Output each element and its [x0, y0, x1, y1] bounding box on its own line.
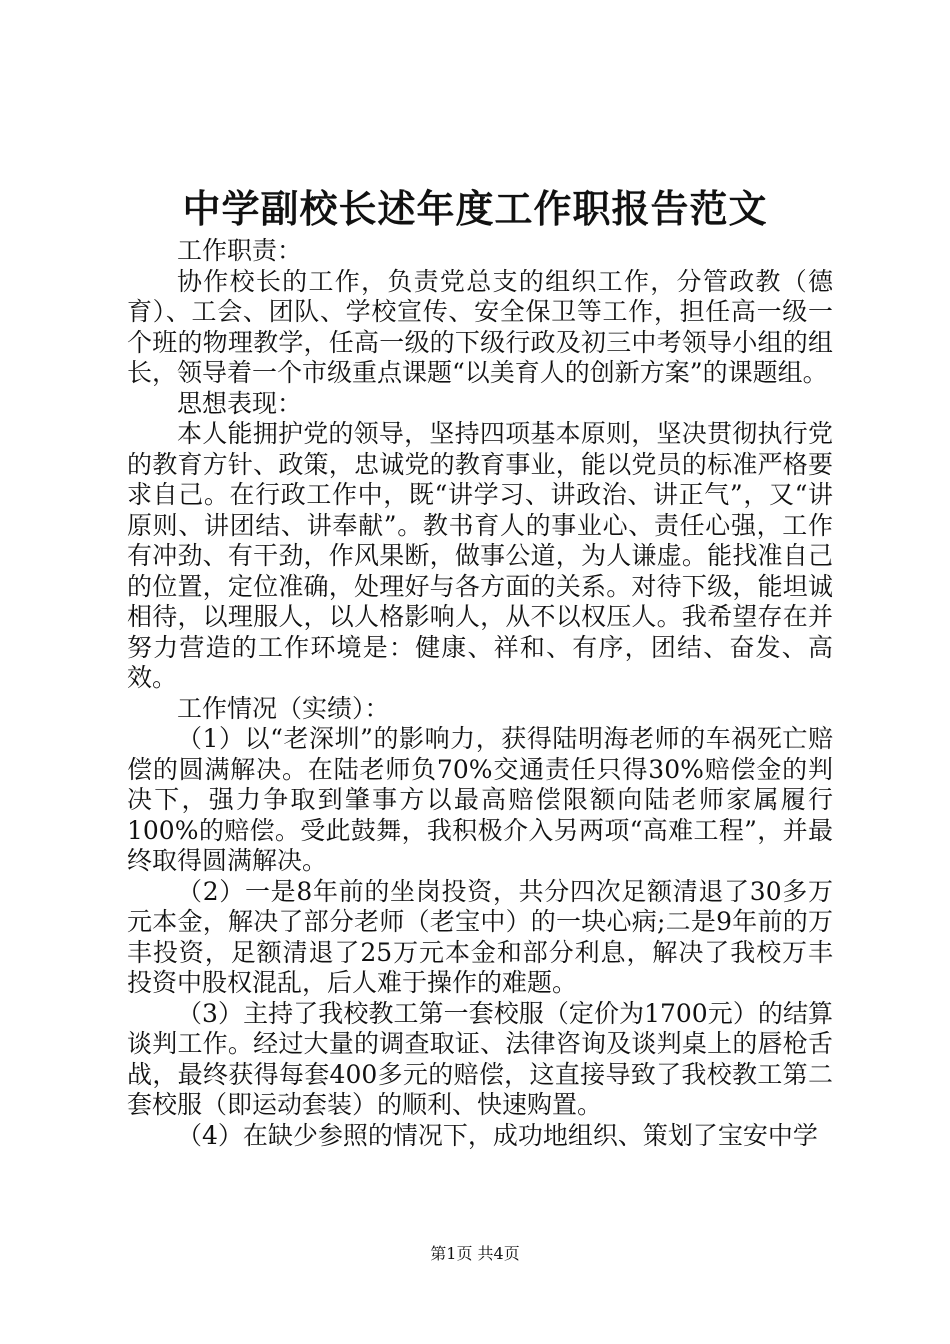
paragraph-work-item-4: （4）在缺少参照的情况下，成功地组织、策划了宝安中学 — [177, 1120, 818, 1150]
section-heading-duties: 工作职责： — [177, 236, 303, 265]
paragraph-work-item-3: （3）主持了我校教工第一套校服（定价为1700元）的结算谈判工作。经过大量的调查取证、法律咨询及谈判桌上的唇枪舌战，最终获得每套400多元的赔偿，这直接导致了我校教工第二套校服（即运动套装）的顺利、快速购置。 — [127, 998, 833, 1119]
paragraph-thoughts: 本人能拥护党的领导，坚持四项基本原则，坚决贯彻执行党的教育方针、政策，忠诚党的教育事业，能以党员的标准严格要求自己。在行政工作中，既“讲学习、讲政治、讲正气”，又“讲原则、讲团结、讲奉献”。教书育人的事业心、责任心强，工作有冲劲、有干劲，作风果断，做事公道，为人谦虚。能找准自己的位置，定位准确，处理好与各方面的关系。对待下级，能坦诚相待，以理服人，以人格影响人，从不以权压人。我希望存在并努力营造的工作环境是：健康、祥和、有序，团结、奋发、高效。 — [127, 419, 833, 692]
paragraph-duties: 协作校长的工作，负责党总支的组织工作，分管政教（德育）、工会、团队、学校宣传、安全保卫等工作，担任高一级一个班的物理教学，任高一级的下级行政及初三中考领导小组的组长，领导着一个市级重点课题“以美育人的创新方案”的课题组。 — [127, 266, 833, 387]
page-footer: 第1页 共4页 — [430, 1244, 520, 1263]
document-title: 中学副校长述年度工作职报告范文 — [182, 186, 768, 231]
section-heading-work: 工作情况（实绩）： — [177, 693, 390, 723]
section-heading-thoughts: 思想表现： — [177, 388, 303, 418]
paragraph-work-item-2: （2）一是8年前的坐岗投资，共分四次足额清退了30多万元本金，解决了部分老师（老宝中）的一块心病;二是9年前的万丰投资，足额清退了25万元本金和部分利息，解决了我校万丰投资中股权混乱，后人难于操作的难题。 — [127, 876, 833, 997]
document-body — [127, 236, 833, 1151]
paragraph-work-item-1: （1）以“老深圳”的影响力，获得陆明海老师的车祸死亡赔偿的圆满解决。在陆老师负70%交通责任只得30%赔偿金的判决下，强力争取到肇事方以最高赔偿限额向陆老师家属履行100%的赔偿。受此鼓舞，我积极介入另两项“高难工程”，并最终取得圆满解决。 — [127, 724, 833, 875]
